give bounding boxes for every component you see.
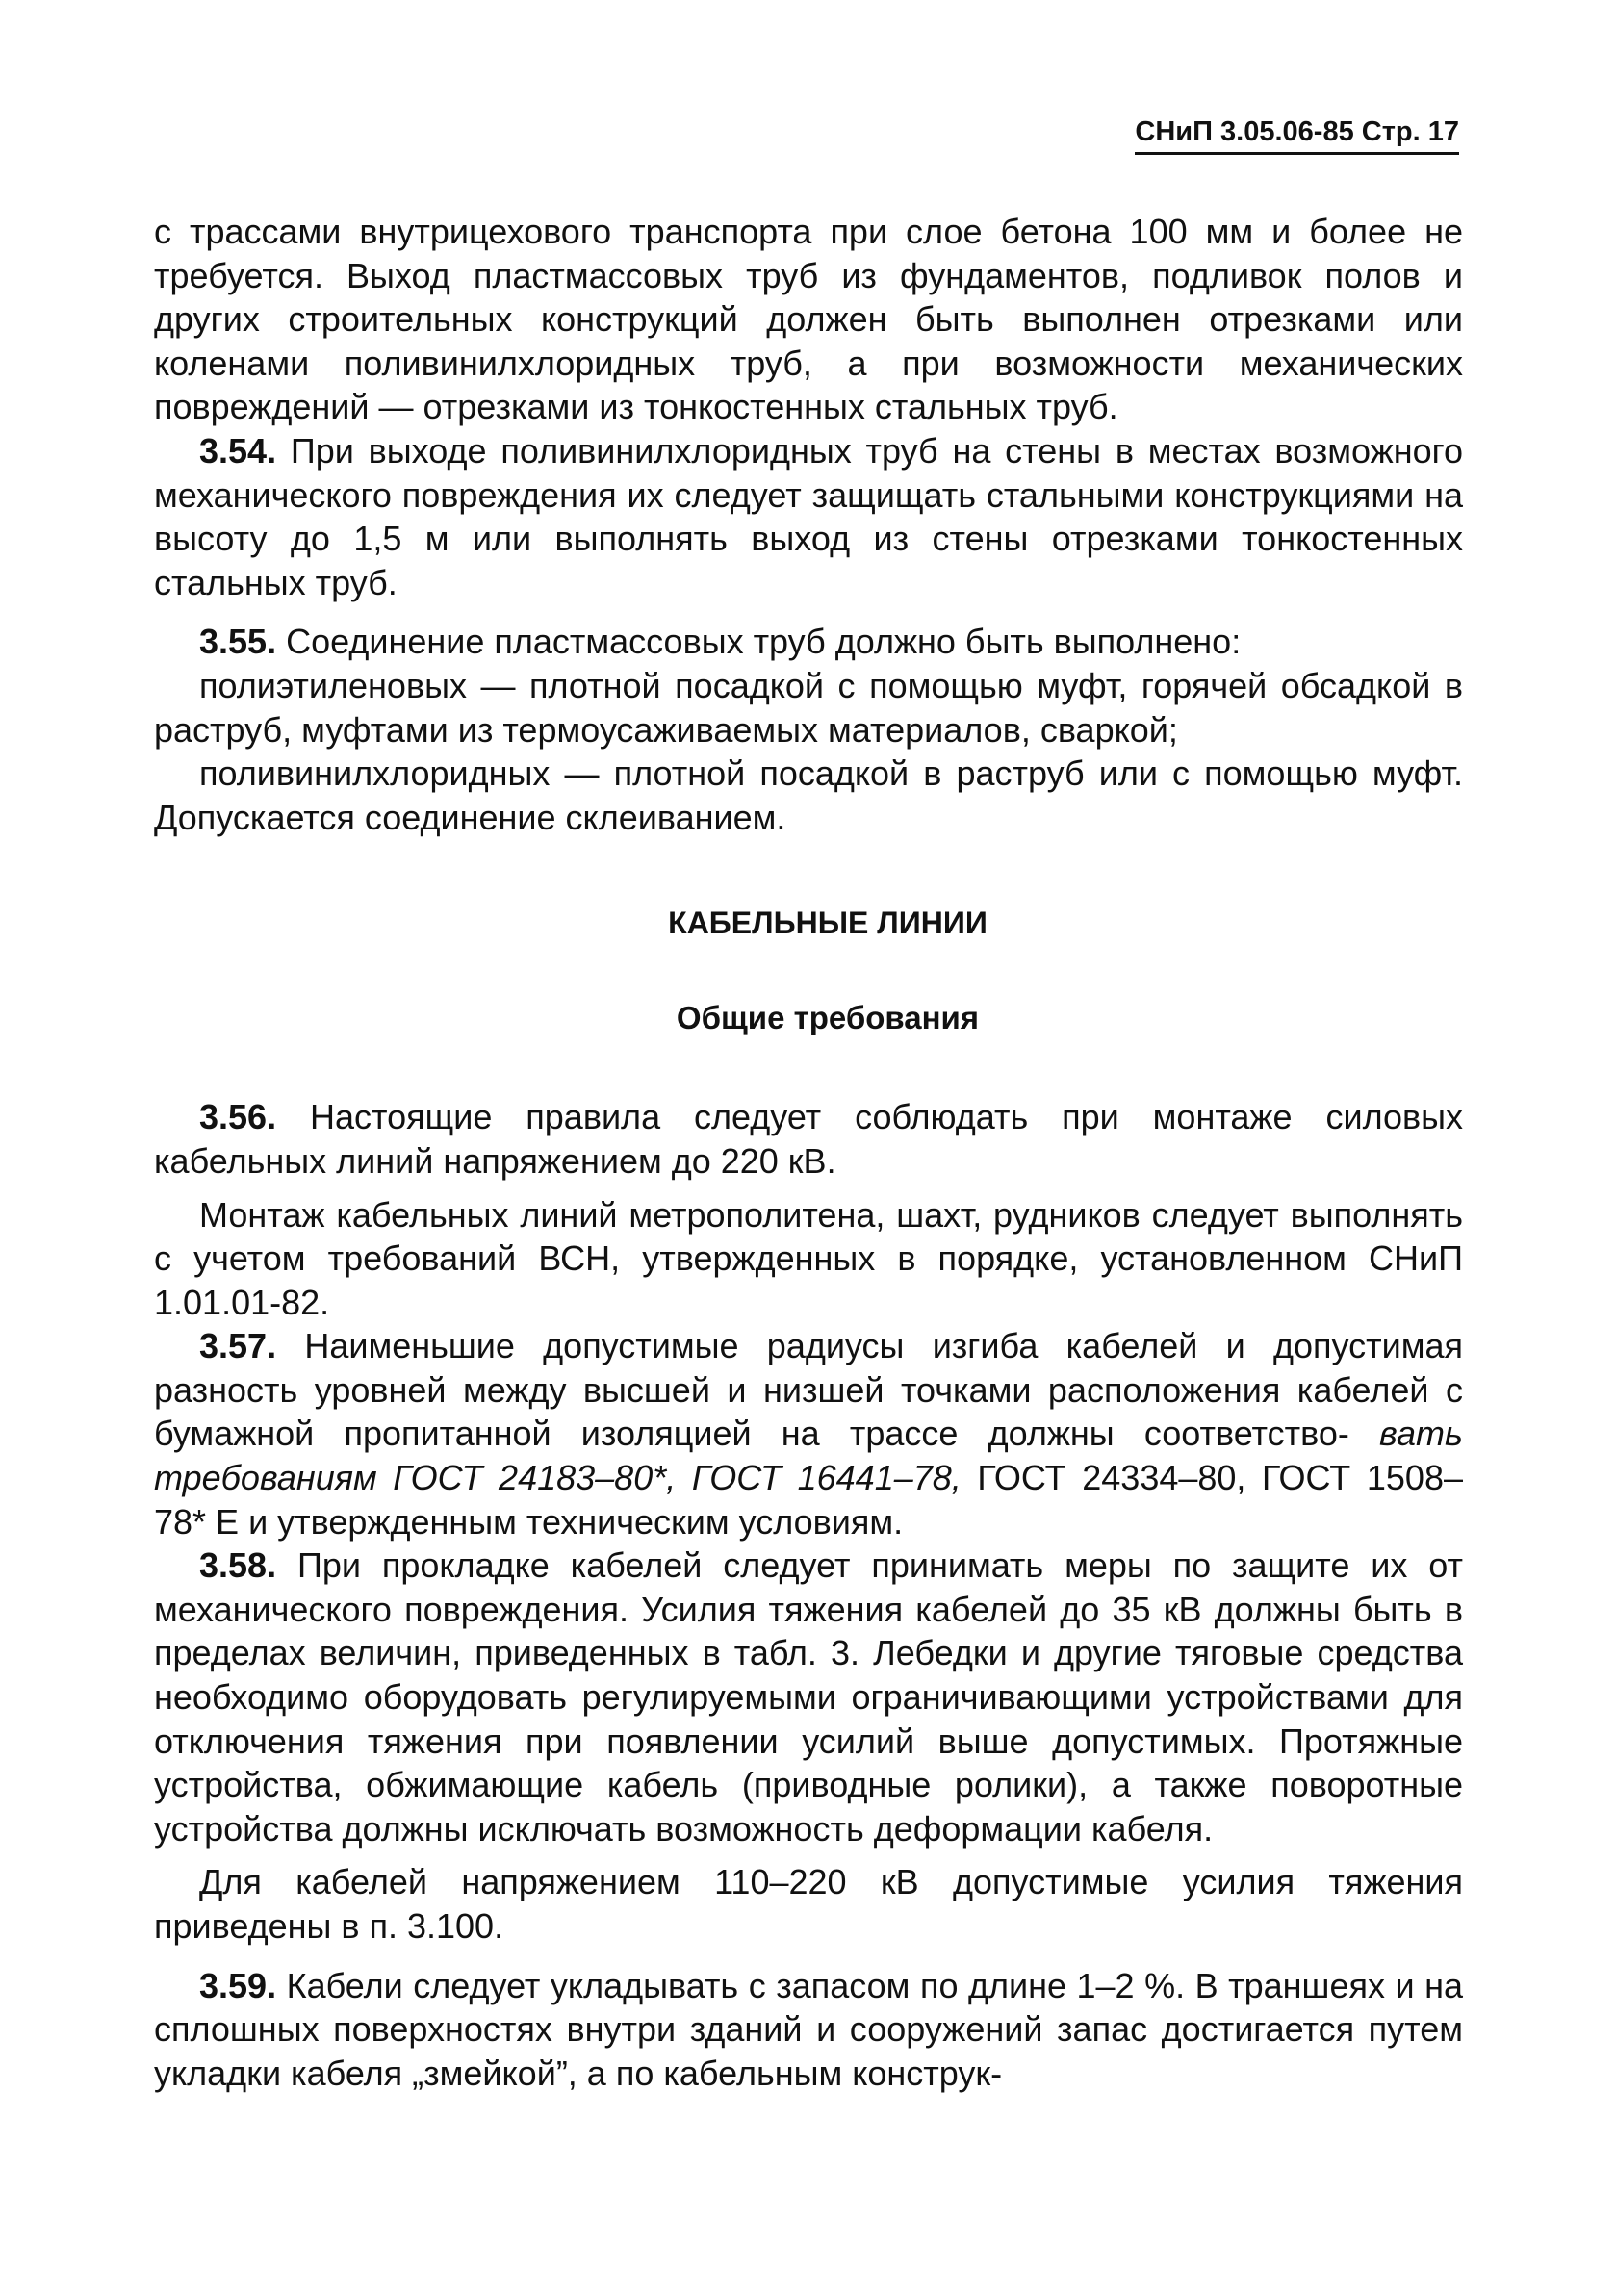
clause-number: 3.59. [199, 1965, 277, 2005]
clause-number: 3.56. [199, 1097, 277, 1137]
clause-number: 3.55. [199, 622, 277, 662]
paragraph-3-56 [154, 1095, 1463, 1183]
clause-text: Настоящие правила следует соблюдать при монтаже силовых кабельных линий напряжением до 220 кВ. [154, 1097, 1463, 1181]
clause-text: ГОСТ 24334–80, ГОСТ 1508–78* Е и утвержденным техническим условиям. [154, 1458, 1463, 1542]
subsection-title: Общие требования [676, 1000, 980, 1036]
paragraph-3-55 [154, 620, 1463, 664]
paragraph-110-220: Для кабелей напряжением 110–220 кВ допустимые усилия тяжения приведены в п. 3.100. [154, 1862, 1463, 1946]
running-header: СНиП 3.05.06-85 Стр. 17 [1135, 114, 1459, 155]
clause-text-italic: вать требованиям ГОСТ 24183–80*, ГОСТ 16441–78, [154, 1414, 1463, 1498]
clause-number: 3.58. [199, 1545, 277, 1586]
paragraph-polyethylene: полиэтиленовых — плотной посадкой с помощью муфт, горячей обсадкой в раструб, муфтами из термоусаживаемых материалов, сваркой; [154, 665, 1463, 750]
page-body [154, 210, 1463, 2095]
clause-text: При прокладке кабелей следует принимать меры по защите их от механического повреждения. Усилия тяжения кабелей до 35 кВ должны быть в пределах величин, приведенных в табл. 3. Лебедки и другие тяговые средства необходимо оборудовать регулируемыми ограничивающими устройствами для отключения тяжения при появлении усилий выше допустимых. Протяжные устройства, обжимающие кабель (приводные ролики), а также поворотные устройства должны исключать возможность деформации кабеля. [154, 1545, 1463, 1849]
paragraph-3-57 [154, 1324, 1463, 1543]
paragraph-pvc: поливинилхлоридных — плотной посадкой в раструб или с помощью муфт. Допускается соединение склеиванием. [154, 753, 1463, 837]
clause-text: Наименьшие допустимые радиусы изгиба кабелей и допустимая разность уровней между высшей и низшей точками расположения кабелей с бумажной пропитанной изоляцией на трассе должны соответство- [154, 1326, 1463, 1454]
clause-text: При выходе поливинилхлоридных труб на стены в местах возможного механического повреждения их следует защищать стальными конструкциями на высоту до 1,5 м или выполнять выход из стены отрезками тонкостенных стальных труб. [154, 430, 1463, 602]
clause-text: Кабели следует укладывать с запасом по длине 1–2 %. В траншеях и на сплошных поверхностях внутри зданий и сооружений запас достигается путем укладки кабеля „змейкой”, а по кабельным конструк- [154, 1965, 1463, 2093]
paragraph-3-58 [154, 1543, 1463, 1850]
clause-number: 3.57. [199, 1326, 277, 1366]
paragraph-3-59 [154, 1964, 1463, 2096]
clause-text: Соединение пластмассовых труб должно быть выполнено: [276, 622, 1242, 662]
paragraph-3-54 [154, 429, 1463, 604]
paragraph-metro: Монтаж кабельных линий метрополитена, шахт, рудников следует выполнять с учетом требований ВСН, утвержденных в порядке, установленном СНиП 1.01.01-82. [154, 1194, 1463, 1322]
clause-number: 3.54. [199, 430, 277, 471]
paragraph-continuation: с трассами внутрицехового транспорта при слое бетона 100 мм и более не требуется. Выход пластмассовых труб из фундаментов, подливок полов и других строительных конструкций должен быть выполнен отрезками или коленами поливинилхлоридных труб, а при возможности механических повреждений — отрезками из тонкостенных стальных труб. [154, 212, 1463, 427]
section-title: КАБЕЛЬНЫЕ ЛИНИИ [668, 906, 988, 941]
